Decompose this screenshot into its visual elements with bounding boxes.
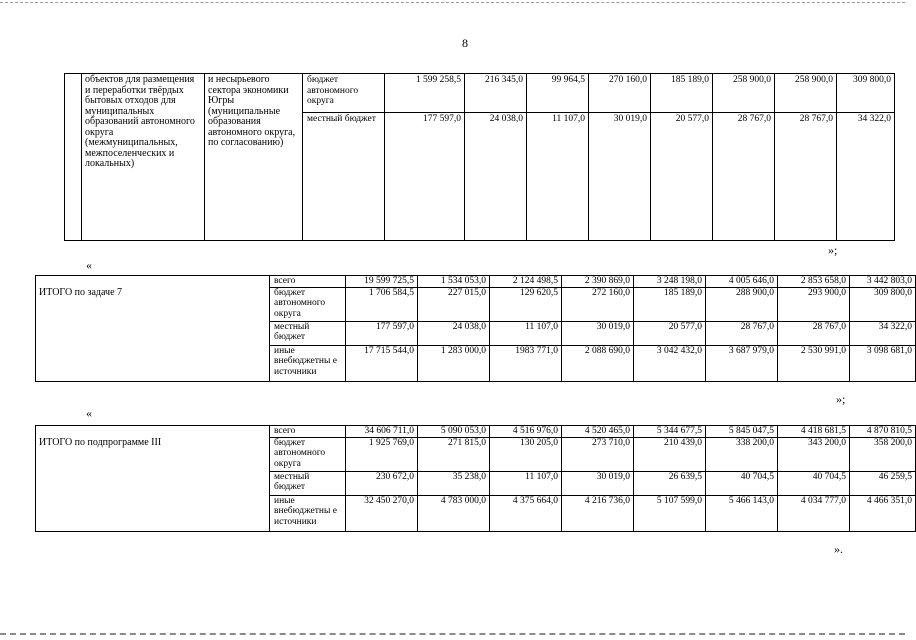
value-cell: 2 124 498,5 bbox=[490, 276, 562, 288]
scan-edge-bottom bbox=[0, 633, 905, 635]
totals-title: ИТОГО по задаче 7 bbox=[36, 276, 270, 382]
value-cell: 258 900,0 bbox=[713, 74, 775, 113]
value-cell: 3 442 803,0 bbox=[850, 276, 916, 288]
value-cell: 1 706 584,5 bbox=[346, 287, 418, 321]
value-cell: 30 019,0 bbox=[562, 471, 634, 495]
value-cell: 258 900,0 bbox=[775, 74, 837, 113]
value-cell: 343 200,0 bbox=[778, 437, 850, 471]
measure-table bbox=[64, 73, 895, 241]
value-cell: 1 534 053,0 bbox=[418, 276, 490, 288]
value-cell: 11 107,0 bbox=[490, 471, 562, 495]
value-cell: 26 639,5 bbox=[634, 471, 706, 495]
value-cell: 3 098 681,0 bbox=[850, 345, 916, 381]
value-cell: 4 520 465,0 bbox=[562, 426, 634, 438]
value-cell: 4 216 736,0 bbox=[562, 495, 634, 531]
value-cell: 338 200,0 bbox=[706, 437, 778, 471]
value-cell: 28 767,0 bbox=[775, 112, 837, 240]
funding-source: всего bbox=[270, 426, 346, 438]
value-cell: 4 034 777,0 bbox=[778, 495, 850, 531]
opening-quote: « bbox=[86, 406, 92, 420]
value-cell: 40 704,5 bbox=[706, 471, 778, 495]
closing-quote: »; bbox=[828, 243, 838, 257]
value-cell: 3 687 979,0 bbox=[706, 345, 778, 381]
funding-source: иные внебюджетны е источники bbox=[270, 345, 346, 381]
funding-source: всего bbox=[270, 276, 346, 288]
funding-source: бюджет автономного округа bbox=[270, 287, 346, 321]
value-cell: 19 599 725,5 bbox=[346, 276, 418, 288]
value-cell: 34 322,0 bbox=[850, 321, 916, 345]
value-cell: 5 466 143,0 bbox=[706, 495, 778, 531]
value-cell: 210 439,0 bbox=[634, 437, 706, 471]
subprogram3-totals-table bbox=[35, 425, 916, 532]
object-description: объектов для размещения и переработки твёрдых бытовых отходов для муниципальных образований автономного округа (межмуниципальных, межпоселенческих и локальных) bbox=[82, 74, 205, 241]
value-cell: 1 283 000,0 bbox=[418, 345, 490, 381]
value-cell: 46 259,5 bbox=[850, 471, 916, 495]
value-cell: 4 005 646,0 bbox=[706, 276, 778, 288]
value-cell: 185 189,0 bbox=[651, 74, 713, 113]
value-cell: 32 450 270,0 bbox=[346, 495, 418, 531]
value-cell: 30 019,0 bbox=[589, 112, 651, 240]
funding-source: бюджет автономного округа bbox=[270, 437, 346, 471]
value-cell: 2 853 658,0 bbox=[778, 276, 850, 288]
value-cell: 5 845 047,5 bbox=[706, 426, 778, 438]
value-cell: 2 530 991,0 bbox=[778, 345, 850, 381]
value-cell: 2 088 690,0 bbox=[562, 345, 634, 381]
value-cell: 273 710,0 bbox=[562, 437, 634, 471]
funding-source: местный бюджет bbox=[303, 112, 385, 240]
value-cell: 309 800,0 bbox=[837, 74, 895, 113]
value-cell: 1983 771,0 bbox=[490, 345, 562, 381]
totals-title: ИТОГО по подпрограмме III bbox=[36, 426, 270, 532]
value-cell: 99 964,5 bbox=[527, 74, 589, 113]
funding-source: иные внебюджетны е источники bbox=[270, 495, 346, 531]
participant-description: и несырьевого сектора экономики Югры (муниципальные образования автономного округа, по согласованию) bbox=[205, 74, 303, 241]
value-cell: 24 038,0 bbox=[465, 112, 527, 240]
value-cell: 11 107,0 bbox=[527, 112, 589, 240]
value-cell: 2 390 869,0 bbox=[562, 276, 634, 288]
value-cell: 4 375 664,0 bbox=[490, 495, 562, 531]
table-row bbox=[65, 74, 895, 113]
funding-source: местный бюджет bbox=[270, 471, 346, 495]
value-cell: 20 577,0 bbox=[651, 112, 713, 240]
closing-quote: ». bbox=[834, 542, 843, 556]
value-cell: 35 238,0 bbox=[418, 471, 490, 495]
table-row bbox=[36, 276, 916, 288]
value-cell: 288 900,0 bbox=[706, 287, 778, 321]
value-cell: 4 783 000,0 bbox=[418, 495, 490, 531]
value-cell: 24 038,0 bbox=[418, 321, 490, 345]
value-cell: 5 090 053,0 bbox=[418, 426, 490, 438]
value-cell: 130 205,0 bbox=[490, 437, 562, 471]
value-cell: 40 704,5 bbox=[778, 471, 850, 495]
value-cell: 28 767,0 bbox=[706, 321, 778, 345]
value-cell: 309 800,0 bbox=[850, 287, 916, 321]
value-cell: 34 606 711,0 bbox=[346, 426, 418, 438]
value-cell: 17 715 544,0 bbox=[346, 345, 418, 381]
value-cell: 11 107,0 bbox=[490, 321, 562, 345]
value-cell: 271 815,0 bbox=[418, 437, 490, 471]
value-cell: 185 189,0 bbox=[634, 287, 706, 321]
value-cell: 177 597,0 bbox=[346, 321, 418, 345]
value-cell: 272 160,0 bbox=[562, 287, 634, 321]
table-row bbox=[36, 426, 916, 438]
value-cell: 3 248 198,0 bbox=[634, 276, 706, 288]
value-cell: 227 015,0 bbox=[418, 287, 490, 321]
scan-edge-top bbox=[0, 2, 905, 3]
value-cell: 3 042 432,0 bbox=[634, 345, 706, 381]
value-cell: 4 870 810,5 bbox=[850, 426, 916, 438]
value-cell: 28 767,0 bbox=[713, 112, 775, 240]
value-cell: 34 322,0 bbox=[837, 112, 895, 240]
value-cell: 4 418 681,5 bbox=[778, 426, 850, 438]
task7-totals-table bbox=[35, 275, 916, 382]
value-cell: 30 019,0 bbox=[562, 321, 634, 345]
closing-quote: »; bbox=[836, 392, 846, 406]
value-cell: 1 599 258,5 bbox=[385, 74, 465, 113]
funding-source: бюджет автономного округа bbox=[303, 74, 385, 113]
value-cell: 270 160,0 bbox=[589, 74, 651, 113]
value-cell: 5 107 599,0 bbox=[634, 495, 706, 531]
value-cell: 5 344 677,5 bbox=[634, 426, 706, 438]
value-cell: 216 345,0 bbox=[465, 74, 527, 113]
value-cell: 20 577,0 bbox=[634, 321, 706, 345]
value-cell: 230 672,0 bbox=[346, 471, 418, 495]
page-number: 8 bbox=[462, 36, 468, 50]
value-cell: 358 200,0 bbox=[850, 437, 916, 471]
value-cell: 293 900,0 bbox=[778, 287, 850, 321]
opening-quote: « bbox=[86, 258, 92, 272]
funding-source: местный бюджет bbox=[270, 321, 346, 345]
value-cell: 28 767,0 bbox=[778, 321, 850, 345]
value-cell: 4 516 976,0 bbox=[490, 426, 562, 438]
value-cell: 1 925 769,0 bbox=[346, 437, 418, 471]
blank-cell bbox=[65, 74, 82, 241]
value-cell: 4 466 351,0 bbox=[850, 495, 916, 531]
value-cell: 129 620,5 bbox=[490, 287, 562, 321]
value-cell: 177 597,0 bbox=[385, 112, 465, 240]
